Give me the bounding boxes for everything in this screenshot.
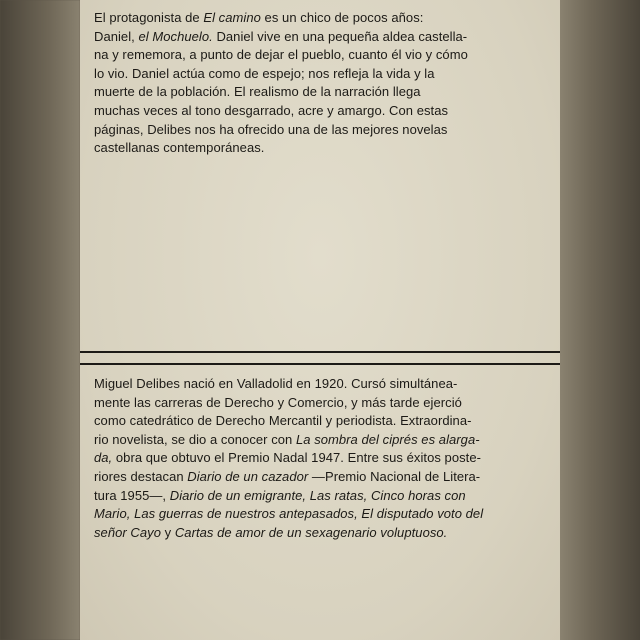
text-line bbox=[94, 505, 546, 524]
text-run: Miguel Delibes nació en Valladolid en 1920. Cursó simultánea- bbox=[94, 376, 458, 391]
text-run: y bbox=[160, 524, 175, 540]
text-line bbox=[94, 65, 546, 84]
text-line bbox=[94, 28, 546, 47]
text-run: tura 1955—, bbox=[94, 487, 170, 503]
text-run: como catedrático de Derecho Mercantil y periodista. Extraordina- bbox=[94, 413, 472, 429]
text-run: Daniel vive en una pequeña aldea castella- bbox=[212, 28, 468, 44]
text-line bbox=[94, 524, 546, 543]
divider-rule-upper bbox=[80, 351, 560, 353]
text-run: rio novelista, se dio a conocer con bbox=[94, 431, 296, 447]
text-line bbox=[94, 139, 546, 158]
author-bio-paragraph bbox=[94, 375, 546, 542]
italic-title-run: Mario, Las guerras de nuestros antepasados, El disputado voto del bbox=[94, 506, 484, 522]
text-run: obra que obtuvo el Premio Nadal 1947. Entre sus éxitos poste- bbox=[112, 450, 481, 466]
italic-title-run: Diario de un emigrante, Las ratas, Cinco horas con bbox=[169, 487, 466, 503]
text-run: —Premio Nacional de Litera- bbox=[308, 468, 481, 484]
text-line bbox=[94, 431, 546, 450]
italic-title-run: Diario de un cazador bbox=[187, 468, 309, 484]
text-line bbox=[94, 449, 546, 468]
text-run: páginas, Delibes nos ha ofrecido una de las mejores novelas bbox=[94, 121, 448, 137]
text-run: castellanas contemporáneas. bbox=[94, 140, 265, 156]
italic-title-run: da, bbox=[94, 450, 113, 466]
italic-title-run: El camino bbox=[203, 10, 261, 25]
text-run: Daniel, bbox=[94, 28, 139, 44]
text-line bbox=[94, 9, 546, 28]
text-line bbox=[94, 487, 546, 506]
text-run: muerte de la población. El realismo de la narración llega bbox=[94, 84, 421, 100]
text-line bbox=[94, 468, 546, 487]
text-line bbox=[94, 394, 546, 413]
italic-title-run: el Mochuelo. bbox=[138, 28, 213, 44]
text-run: muchas veces al tono desgarrado, acre y amargo. Con estas bbox=[94, 102, 449, 118]
right-background bbox=[560, 0, 640, 640]
text-run: lo vio. Daniel actúa como de espejo; nos refleja la vida y la bbox=[94, 65, 435, 81]
italic-title-run: La sombra del ciprés es alarga- bbox=[295, 431, 480, 447]
synopsis-paragraph bbox=[94, 9, 546, 158]
left-background bbox=[0, 0, 80, 640]
italic-title-run: señor Cayo bbox=[94, 524, 161, 540]
text-line bbox=[94, 46, 546, 65]
divider-rule-lower bbox=[80, 363, 560, 365]
text-line bbox=[94, 121, 546, 140]
text-run: riores destacan bbox=[94, 468, 188, 484]
text-run: mente las carreras de Derecho y Comercio, y más tarde ejerció bbox=[94, 394, 462, 410]
text-run: es un chico de pocos años: bbox=[260, 10, 424, 25]
italic-title-run: Cartas de amor de un sexagenario voluptuoso. bbox=[174, 524, 448, 540]
text-line bbox=[94, 83, 546, 102]
text-run: na y rememora, a punto de dejar el pueblo, cuanto él vio y cómo bbox=[94, 47, 468, 63]
text-line bbox=[94, 412, 546, 431]
book-back-cover bbox=[80, 0, 560, 640]
text-line bbox=[94, 375, 546, 394]
text-run: El protagonista de bbox=[94, 10, 204, 25]
text-line bbox=[94, 102, 546, 121]
